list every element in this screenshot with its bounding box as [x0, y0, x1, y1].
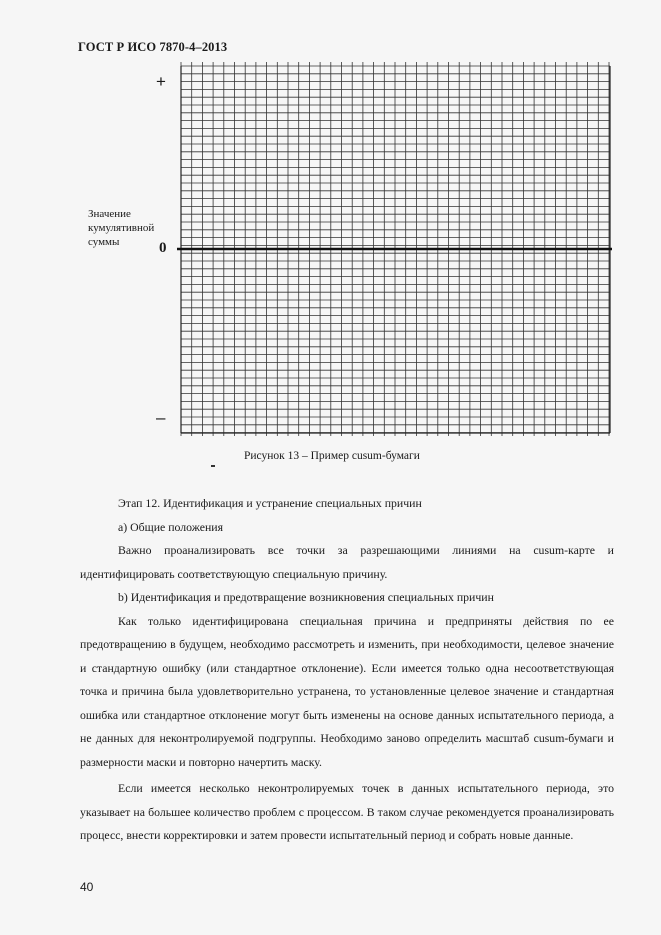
- standard-header: ГОСТ Р ИСО 7870-4–2013: [78, 40, 228, 54]
- y-axis-label-line: Значение: [88, 208, 131, 220]
- axis-minus-label: –: [156, 408, 166, 427]
- y-axis-label-line: суммы: [88, 236, 120, 248]
- stray-mark: [211, 465, 215, 467]
- page-number: 40: [80, 880, 94, 894]
- paragraph-b: Как только идентифицирована специальная причина и предприняты действия по ее предотвращению в будущем, необходимо рассмотреть и изменить, при необходимости, целевое значение и стандартную ошибку (или стандартное отклонение). Если имеется только одна несоответствующая точка и причина была удовлетворительно устранена, то установленные целевое значение и стандартная ошибка или стандартное отклонение могут быть изменены на основе данных испытательного периода, а не данных для неконтролируемой подгруппы. Необходимо заново определить масштаб cusum-бумаги и размерности маски и повторно начертить маску.: [80, 613, 614, 769]
- paragraph-a: Важно проанализировать все точки за разрешающими линиями на cusum-карте и идентифицировать соответствующую специальную причину.: [80, 543, 614, 581]
- stage-title: Этап 12. Идентификация и устранение специальных причин: [118, 496, 422, 510]
- figure-caption: Рисунок 13 – Пример cusum-бумаги: [244, 450, 420, 462]
- grid-lines: [177, 62, 612, 436]
- axis-zero-label: 0: [159, 240, 167, 256]
- y-axis-label-line: кумулятивной: [88, 222, 155, 234]
- body-text: [80, 492, 614, 848]
- subsection-b: b) Идентификация и предотвращение возникновения специальных причин: [118, 590, 494, 604]
- paragraph-c: Если имеется несколько неконтролируемых точек в данных испытательного периода, это указывает на большее количество проблем с процессом. В таком случае рекомендуется проанализировать процесс, внести корректировки и затем провести испытательный период и собрать новые данные.: [80, 781, 614, 842]
- subsection-a: a) Общие положения: [118, 519, 224, 534]
- axis-plus-label: +: [156, 72, 166, 91]
